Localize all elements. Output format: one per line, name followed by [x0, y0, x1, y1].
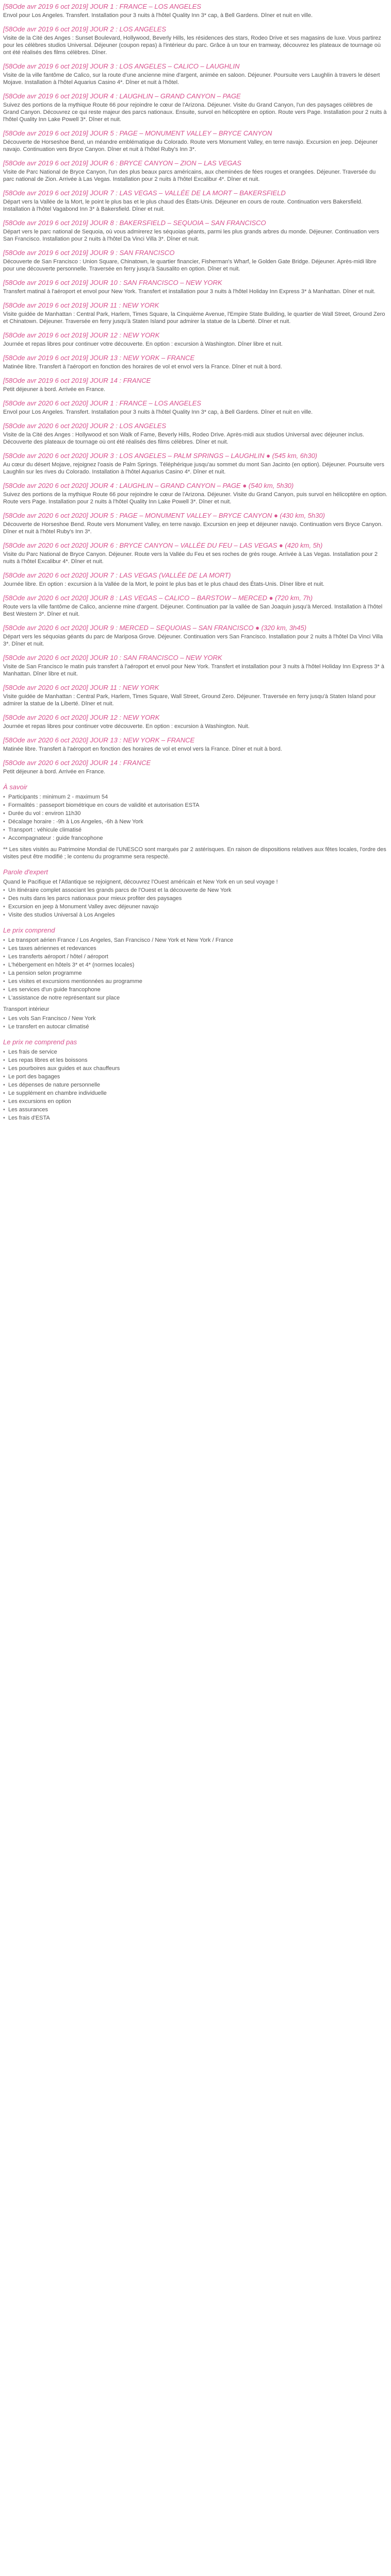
list-item: • Le port des bagages	[3, 1073, 388, 1080]
day-title[interactable]: [58Ode avr 2019 6 oct 2019] JOUR 4 : LAUGHLIN – GRAND CANYON – PAGE	[3, 92, 241, 100]
day-title[interactable]: [58Ode avr 2019 6 oct 2019] JOUR 2 : LOS ANGELES	[3, 25, 167, 33]
list-item: • Participants : minimum 2 - maximum 54	[3, 793, 388, 801]
list-item: • Les services d'un guide francophone	[3, 986, 388, 993]
itinerary-day	[0, 481, 391, 505]
itinerary-day	[0, 25, 391, 56]
day-description: Visite de la Cité des Anges : Sunset Boulevard, Hollywood, Beverly Hills, les résidences des stars, Rodeo Drive et ses magasins de luxe. Vous partirez pour les célèbres studios Universal. Déjeuner (coupon repas) à l'intérieur du parc. Grâce à un tour en tramway, découvrez les plateaux de tournage où ont été réalisés des films célèbres. Dîner.	[3, 35, 381, 56]
prix-comprend-title: Le prix comprend	[3, 926, 55, 934]
day-description: Visite de Parc National de Bryce Canyon, l'un des plus beaux parcs américains, aux cheminées de fées rouges et orangées. Déjeuner. Traversée du parc national de Zion. Arrivée à Las Vegas. Installation pour 2 nuits à l'hôtel Excalibur 4*. Dîner et nuit.	[3, 169, 376, 182]
itinerary-day	[0, 541, 391, 565]
list-item: • Durée du vol : environ 11h30	[3, 810, 388, 817]
itinerary-day	[0, 736, 391, 753]
itinerary-day	[0, 399, 391, 416]
itinerary-day	[0, 511, 391, 535]
list-item: • L'hébergement en hôtels 3* et 4* (normes locales)	[3, 961, 388, 969]
parole-expert-section	[0, 868, 391, 919]
day-description: Visite guidée de Manhattan : Central Park, Harlem, Times Square, la Cinquième Avenue, l'Empire State Building, le quartier de Wall Street, Ground Zero et Chinatown. Déjeuner. Traversée en ferry jusqu'à Staten Island pour admirer la statue de la Liberté. Dîner et nuit.	[3, 311, 385, 325]
itinerary-2020	[0, 399, 391, 775]
day-title[interactable]: [58Ode avr 2019 6 oct 2019] JOUR 8 : BAKERSFIELD – SEQUOIA – SAN FRANCISCO	[3, 219, 266, 227]
day-description: Découverte de Horseshoe Bend, un méandre emblématique du Colorado. Route vers Monument Valley, en terre navajo. Excursion en jeep. Déjeuner navajo. Continuation vers Bryce Canyon. Dîner et nuit à l'hôtel Ruby's Inn 3*.	[3, 139, 378, 152]
itinerary-day	[0, 218, 391, 243]
list-item: • Les transferts aéroport / hôtel / aéroport	[3, 953, 388, 960]
day-description: Départ vers les séquoias géants du parc de Mariposa Grove. Déjeuner. Continuation vers San Francisco. Installation pour 2 nuits à l'hôtel Da Vinci Villa 3*. Dîner et nuit.	[3, 634, 383, 647]
a-savoir-note: ** Les sites visités au Patrimoine Mondial de l'UNESCO sont marqués par 2 astérisques. En raison de dispositions relatives aux fêtes locales, l'ordre des visites peut être modifié ; le contenu du programme sera respecté.	[3, 846, 386, 860]
day-description: Route vers la ville fantôme de Calico, ancienne mine d'argent. Déjeuner. Continuation par la vallée de San Joaquin jusqu'à Merced. Installation à l'hôtel Best Western 3*. Dîner et nuit.	[3, 604, 383, 617]
itinerary-2019	[0, 2, 391, 393]
parole-expert-list	[3, 887, 388, 919]
day-title[interactable]: [58Ode avr 2019 6 oct 2019] JOUR 1 : FRANCE – LOS ANGELES	[3, 3, 201, 10]
list-item: • Les taxes aériennes et redevances	[3, 945, 388, 952]
list-item: • Les excursions en option	[3, 1098, 388, 1105]
prix-comprend-subhead: Transport intérieur	[3, 1006, 50, 1012]
page	[0, 2, 391, 1136]
day-description: Découverte de San Francisco : Union Square, Chinatown, le quartier financier, Fisherman's Wharf, le Golden Gate Bridge. Déjeuner. Après-midi libre pour une découverte personnelle. Traversée en ferry jusqu'à Sausalito en option. Dîner et nuit.	[3, 259, 377, 272]
itinerary-day	[0, 159, 391, 183]
day-title[interactable]: [58Ode avr 2020 6 oct 2020] JOUR 6 : BRYCE CANYON – VALLÉE DU FEU – LAS VEGAS ● (420 km, 5h)	[3, 541, 323, 549]
day-title[interactable]: [58Ode avr 2019 6 oct 2019] JOUR 5 : PAGE – MONUMENT VALLEY – BRYCE CANYON	[3, 129, 272, 137]
day-title[interactable]: [58Ode avr 2020 6 oct 2020] JOUR 8 : LAS VEGAS – CALICO – BARSTOW – MERCED ● (720 km, 7h)	[3, 594, 313, 602]
day-description: Journée libre. En option : excursion à la Vallée de la Mort, le point le plus bas et le plus chaud des États-Unis. Dîner libre et nuit.	[3, 581, 324, 587]
itinerary-day	[0, 713, 391, 730]
day-description: Matinée libre. Transfert à l'aéroport en fonction des horaires de vol et envol vers la France. Dîner et nuit à bord.	[3, 746, 282, 752]
itinerary-day	[0, 421, 391, 446]
itinerary-day	[0, 594, 391, 618]
day-title[interactable]: [58Ode avr 2019 6 oct 2019] JOUR 10 : SAN FRANCISCO – NEW YORK	[3, 279, 222, 286]
itinerary-day	[0, 571, 391, 588]
day-title[interactable]: [58Ode avr 2019 6 oct 2019] JOUR 14 : FRANCE	[3, 377, 151, 384]
day-title[interactable]: [58Ode avr 2020 6 oct 2020] JOUR 12 : NEW YORK	[3, 714, 160, 721]
list-item: • Un itinéraire complet associant les grands parcs de l'Ouest et la découverte de New York	[3, 887, 388, 894]
day-description: Petit déjeuner à bord. Arrivée en France.	[3, 769, 106, 775]
itinerary-day	[0, 129, 391, 153]
day-description: Envol pour Los Angeles. Transfert. Installation pour 3 nuits à l'hôtel Quality Inn 3* cap, à Bell Gardens. Dîner et nuit en ville.	[3, 12, 313, 19]
day-description: Départ vers le parc national de Sequoia, où vous admirerez les séquoias géants, parmi les plus grands arbres du monde. Déjeuner. Continuation vers San Francisco. Installation pour 2 nuits à l'hôtel Da Vinci Villa 3*. Dîner et nuit.	[3, 229, 379, 242]
day-title[interactable]: [58Ode avr 2020 6 oct 2020] JOUR 1 : FRANCE – LOS ANGELES	[3, 399, 201, 407]
day-title[interactable]: [58Ode avr 2019 6 oct 2019] JOUR 13 : NEW YORK – FRANCE	[3, 354, 195, 362]
day-description: Envol pour Los Angeles. Transfert. Installation pour 3 nuits à l'hôtel Quality Inn 3* cap, à Bell Gardens. Dîner et nuit en ville.	[3, 409, 313, 415]
list-item: • Le supplément en chambre individuelle	[3, 1090, 388, 1097]
list-item: • Le transport aérien France / Los Angeles, San Francisco / New York et New York / France	[3, 937, 388, 944]
day-description: Départ vers la Vallée de la Mort, le point le plus bas et le plus chaud des États-Unis. Déjeuner en cours de route. Continuation vers Bakersfield. Installation à l'hôtel Vagabond Inn 3* à Bakersfield. Dîner et nuit.	[3, 199, 363, 212]
prix-comprend-section	[0, 926, 391, 1030]
itinerary-day	[0, 248, 391, 273]
day-title[interactable]: [58Ode avr 2020 6 oct 2020] JOUR 14 : FRANCE	[3, 759, 151, 767]
itinerary-day	[0, 653, 391, 677]
itinerary-day	[0, 278, 391, 295]
list-item: • La pension selon programme	[3, 970, 388, 977]
a-savoir-section	[0, 783, 391, 860]
a-savoir-list	[3, 793, 388, 842]
day-description: Journée et repas libres pour continuer votre découverte. En option : excursion à Washington. Nuit.	[3, 723, 250, 730]
day-description: Transfert matinal à l'aéroport et envol pour New York. Transfert et installation pour 3 nuits à l'hôtel Holiday Inn Express 3* à Manhattan. Dîner et nuit.	[3, 289, 376, 295]
itinerary-day	[0, 331, 391, 348]
list-item: • Transport : véhicule climatisé	[3, 826, 388, 834]
itinerary-day	[0, 62, 391, 86]
itinerary-day	[0, 683, 391, 707]
day-description: Visite du Parc National de Bryce Canyon. Déjeuner. Route vers la Vallée du Feu et ses roches de grès rouge. Arrivée à Las Vegas. Installation pour 2 nuits à l'hôtel Excalibur 4*. Dîner et nuit.	[3, 551, 378, 565]
day-title[interactable]: [58Ode avr 2019 6 oct 2019] JOUR 7 : LAS VEGAS – VALLÉE DE LA MORT – BAKERSFIELD	[3, 189, 286, 197]
list-item: • Les repas libres et les boissons	[3, 1057, 388, 1064]
day-description: Suivez des portions de la mythique Route 66 pour rejoindre le cœur de l'Arizona. Déjeuner. Visite du Grand Canyon, puis survol en hélicoptère en option. Route vers Page. Installation pour 2 nuits à l'hôtel Quality Inn Lake Powell 3*. Dîner et nuit.	[3, 492, 387, 505]
list-item: • L'assistance de notre représentant sur place	[3, 994, 388, 1002]
itinerary-day	[0, 376, 391, 393]
prix-ne-comprend-list	[3, 1048, 388, 1122]
list-item: • Les vols San Francisco / New York	[3, 1015, 388, 1022]
list-item: • Excursion en jeep à Monument Valley avec déjeuner navajo	[3, 903, 388, 910]
day-title[interactable]: [58Ode avr 2020 6 oct 2020] JOUR 5 : PAGE – MONUMENT VALLEY – BRYCE CANYON ● (430 km, 5h30)	[3, 512, 325, 519]
day-title[interactable]: [58Ode avr 2020 6 oct 2020] JOUR 10 : SAN FRANCISCO – NEW YORK	[3, 654, 222, 662]
itinerary-day	[0, 301, 391, 325]
day-title[interactable]: [58Ode avr 2019 6 oct 2019] JOUR 12 : NEW YORK	[3, 331, 160, 339]
list-item: • Visite des studios Universal à Los Angeles	[3, 911, 388, 919]
day-title[interactable]: [58Ode avr 2019 6 oct 2019] JOUR 9 : SAN FRANCISCO	[3, 249, 175, 257]
itinerary-day	[0, 451, 391, 476]
prix-ne-comprend-title: Le prix ne comprend pas	[3, 1038, 77, 1046]
prix-comprend-list	[3, 937, 388, 1002]
list-item: • Des nuits dans les parcs nationaux pour mieux profiter des paysages	[3, 895, 388, 902]
itinerary-day	[0, 353, 391, 370]
day-description: Au cœur du désert Mojave, rejoignez l'oasis de Palm Springs. Téléphérique jusqu'au sommet du mont San Jacinto (en option). Déjeuner. Poursuite vers Laughlin sur les rives du Colorado. Installation à l'hôtel Aquarius Casino 4*. Dîner et nuit.	[3, 462, 384, 475]
list-item: • Accompagnateur : guide francophone	[3, 835, 388, 842]
day-description: Visite de la Cité des Anges : Hollywood et son Walk of Fame, Beverly Hills, Rodeo Drive. Après-midi aux studios Universal avec déjeuner inclus. Découverte des plateaux de tournage où ont été réalisés des films célèbres. Dîner et nuit.	[3, 432, 365, 445]
day-title[interactable]: [58Ode avr 2020 6 oct 2020] JOUR 2 : LOS ANGELES	[3, 422, 167, 430]
list-item: • Les visites et excursions mentionnées au programme	[3, 978, 388, 985]
day-title[interactable]: [58Ode avr 2020 6 oct 2020] JOUR 9 : MERCED – SEQUOIAS – SAN FRANCISCO ● (320 km, 3h45)	[3, 624, 307, 632]
itinerary-day	[0, 92, 391, 123]
parole-expert-title: Parole d'expert	[3, 868, 48, 876]
list-item: • Le transfert en autocar climatisé	[3, 1023, 388, 1030]
day-title[interactable]: [58Ode avr 2020 6 oct 2020] JOUR 4 : LAUGHLIN – GRAND CANYON – PAGE ● (540 km, 5h30)	[3, 482, 294, 489]
itinerary-day	[0, 758, 391, 775]
day-description: Suivez des portions de la mythique Route 66 pour rejoindre le cœur de l'Arizona. Déjeuner. Visite du Grand Canyon, l'un des paysages célèbres de Grand Canyon. Découvrez ce qui reste majeur des parcs nationaux. Ensuite, survol en hélicoptère en option. Route vers Page. Installation pour 2 nuits à l'hôtel Quality Inn Lake Powell 3*. Dîner et nuit.	[3, 102, 387, 123]
day-description: Visite guidée de Manhattan : Central Park, Harlem, Times Square, Wall Street, Ground Zero. Déjeuner. Traversée en ferry jusqu'à Staten Island pour admirer la statue de la Liberté. Dîner et nuit.	[3, 693, 376, 707]
list-item: • Formalités : passeport biométrique en cours de validité et autorisation ESTA	[3, 802, 388, 809]
day-description: Visite de la ville fantôme de Calico, sur la route d'une ancienne mine d'argent, animée en saloon. Déjeuner. Poursuite vers Laughlin à travers le désert Mojave. Installation à l'hôtel Aquarius Casino 4*. Dîner et nuit à l'hôtel.	[3, 72, 380, 86]
itinerary-day	[0, 623, 391, 648]
parole-expert-intro: Quand le Pacifique et l'Atlantique se rejoignent, découvrez l'Ouest américain et New York en un seul voyage !	[3, 879, 278, 885]
day-title[interactable]: [58Ode avr 2019 6 oct 2019] JOUR 11 : NEW YORK	[3, 301, 159, 309]
list-item: • Les frais d'ESTA	[3, 1114, 388, 1122]
prix-ne-comprend-section	[0, 1038, 391, 1122]
day-title[interactable]: [58Ode avr 2020 6 oct 2020] JOUR 7 : LAS VEGAS (VALLÉE DE LA MORT)	[3, 571, 231, 579]
list-item: • Les pourboires aux guides et aux chauffeurs	[3, 1065, 388, 1072]
list-item: • Les frais de service	[3, 1048, 388, 1056]
day-description: Découverte de Horseshoe Bend. Route vers Monument Valley, en terre navajo. Excursion en jeep et déjeuner navajo. Continuation vers Bryce Canyon. Dîner et nuit à l'hôtel Ruby's Inn 3*.	[3, 521, 383, 535]
list-item: • Les dépenses de nature personnelle	[3, 1081, 388, 1089]
prix-comprend-sub-list	[3, 1015, 388, 1030]
day-description: Visite de San Francisco le matin puis transfert à l'aéroport et envol pour New York. Transfert et installation pour 3 nuits à l'hôtel Holiday Inn Express 3* à Manhattan. Dîner libre et nuit.	[3, 664, 384, 677]
list-item: • Les assurances	[3, 1106, 388, 1113]
a-savoir-title: À savoir	[3, 783, 27, 791]
itinerary-day	[0, 189, 391, 213]
day-description: Journée et repas libres pour continuer votre découverte. En option : excursion à Washington. Dîner libre et nuit.	[3, 341, 283, 347]
day-title[interactable]: [58Ode avr 2019 6 oct 2019] JOUR 3 : LOS ANGELES – CALICO – LAUGHLIN	[3, 62, 240, 70]
day-title[interactable]: [58Ode avr 2020 6 oct 2020] JOUR 13 : NEW YORK – FRANCE	[3, 736, 195, 744]
itinerary-day	[0, 2, 391, 19]
day-title[interactable]: [58Ode avr 2019 6 oct 2019] JOUR 6 : BRYCE CANYON – ZION – LAS VEGAS	[3, 159, 241, 167]
list-item: • Décalage horaire : -9h à Los Angeles, -6h à New York	[3, 818, 388, 825]
day-description: Petit déjeuner à bord. Arrivée en France.	[3, 386, 106, 393]
day-title[interactable]: [58Ode avr 2020 6 oct 2020] JOUR 11 : NEW YORK	[3, 684, 159, 691]
day-description: Matinée libre. Transfert à l'aéroport en fonction des horaires de vol et envol vers la France. Dîner et nuit à bord.	[3, 364, 282, 370]
day-title[interactable]: [58Ode avr 2020 6 oct 2020] JOUR 3 : LOS ANGELES – PALM SPRINGS – LAUGHLIN ● (545 km, 6h30)	[3, 452, 318, 460]
